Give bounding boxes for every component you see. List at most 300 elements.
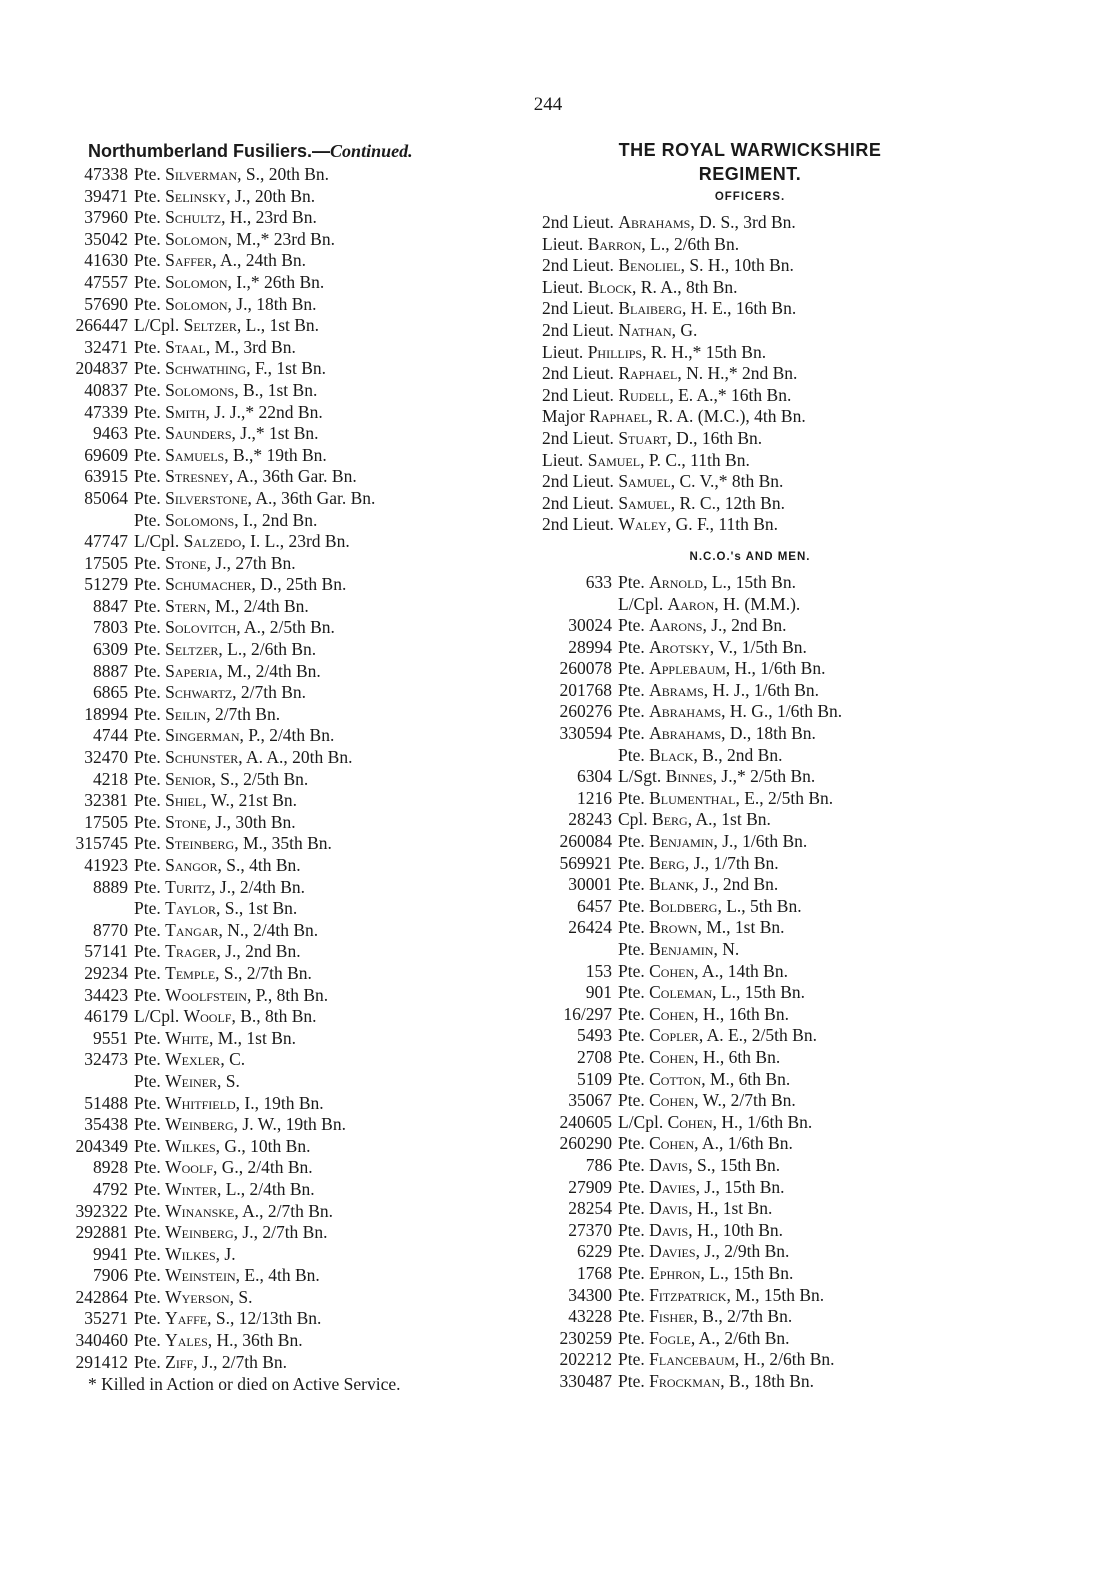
surname: Benoliel bbox=[618, 255, 681, 276]
roll-entry bbox=[530, 1177, 970, 1199]
rank: Pte. bbox=[134, 444, 161, 465]
entry-text bbox=[618, 853, 970, 875]
entry-details: , I., 19th Bn. bbox=[235, 1092, 324, 1113]
entry-text bbox=[134, 553, 520, 575]
rank: Lieut. bbox=[542, 341, 584, 362]
service-number: 46179 bbox=[84, 1006, 128, 1027]
entry-text bbox=[134, 941, 520, 963]
entry-details: , B., 2/7th Bn. bbox=[693, 1306, 793, 1327]
rank: Pte. bbox=[134, 725, 161, 746]
entry-details: , 2/7th Bn. bbox=[232, 682, 307, 703]
rank: Pte. bbox=[618, 1046, 645, 1067]
surname: Yaffe bbox=[165, 1308, 208, 1329]
service-number: 28243 bbox=[568, 809, 612, 830]
entry-text bbox=[618, 1177, 970, 1199]
service-number: 57690 bbox=[84, 293, 128, 314]
entry-text bbox=[618, 1198, 970, 1220]
service-number: 8889 bbox=[93, 876, 128, 897]
entry-details: , M., 2/4th Bn. bbox=[206, 595, 309, 616]
rank: Pte. bbox=[134, 1114, 161, 1135]
entry-text bbox=[134, 294, 520, 316]
entry-details: , E., 4th Bn. bbox=[235, 1265, 320, 1286]
roll-entry bbox=[40, 661, 520, 683]
entry-details: , E. A.,* 16th Bn. bbox=[669, 384, 792, 405]
entry-details: , L., 2/4th Bn. bbox=[216, 1178, 315, 1199]
surname: Davis bbox=[649, 1154, 689, 1175]
roll-entry bbox=[40, 445, 520, 467]
service-number: 4218 bbox=[93, 768, 128, 789]
surname: Whitfield bbox=[165, 1092, 236, 1113]
rank: Pte. bbox=[134, 487, 161, 508]
surname: Berg bbox=[652, 809, 688, 830]
surname: Aarons bbox=[649, 615, 703, 636]
service-number: 47747 bbox=[84, 531, 128, 552]
rank: Pte. bbox=[134, 595, 161, 616]
page-number: 244 bbox=[533, 94, 563, 115]
surname: Staal bbox=[165, 336, 206, 357]
service-number: 292881 bbox=[75, 1222, 128, 1243]
roll-entry bbox=[530, 1090, 970, 1112]
entry-text bbox=[134, 769, 520, 791]
rank: Pte. bbox=[618, 1284, 645, 1305]
entry-details: , W., 21st Bn. bbox=[202, 790, 298, 811]
entry-text bbox=[134, 661, 520, 683]
service-number: 1216 bbox=[577, 787, 612, 808]
surname: Abrams bbox=[649, 679, 704, 700]
surname: Cotton bbox=[649, 1068, 702, 1089]
surname: Silverstone bbox=[165, 487, 248, 508]
rank: Pte. bbox=[618, 658, 645, 679]
entry-details: , B.,* 19th Bn. bbox=[224, 444, 327, 465]
service-number: 4744 bbox=[93, 725, 128, 746]
rank: Pte. bbox=[134, 1243, 161, 1264]
roll-entry bbox=[40, 1265, 520, 1287]
rank: Pte. bbox=[618, 1025, 645, 1046]
rank: Pte. bbox=[618, 852, 645, 873]
service-number: 6309 bbox=[93, 639, 128, 660]
service-number: 7803 bbox=[93, 617, 128, 638]
surname: Trager bbox=[165, 941, 217, 962]
roll-entry bbox=[530, 680, 970, 702]
entry-details: , B., 1st Bn. bbox=[234, 379, 318, 400]
rank: L/Cpl. bbox=[618, 593, 664, 614]
surname: Schwartz bbox=[165, 682, 233, 703]
entry-text bbox=[618, 831, 970, 853]
service-number: 43228 bbox=[568, 1306, 612, 1327]
entry-text bbox=[618, 1155, 970, 1177]
roll-entry bbox=[530, 853, 970, 875]
entry-details: , J., 18th Bn. bbox=[227, 293, 317, 314]
entry-text bbox=[618, 1047, 970, 1069]
entry-details: , H., 1/6th Bn. bbox=[712, 1111, 813, 1132]
rank: Pte. bbox=[134, 811, 161, 832]
surname: Berg bbox=[649, 852, 685, 873]
rank: Pte. bbox=[618, 636, 645, 657]
entry-details: , S. bbox=[229, 1286, 253, 1307]
roll-entry bbox=[40, 877, 520, 899]
service-number: 28254 bbox=[568, 1198, 612, 1219]
entry-text bbox=[134, 164, 520, 186]
roll-entry bbox=[40, 963, 520, 985]
entry-details: , I. L., 23rd Bn. bbox=[241, 531, 350, 552]
roll-entry bbox=[40, 1157, 520, 1179]
entry-details: , R. C., 12th Bn. bbox=[670, 492, 785, 513]
entry-text bbox=[618, 701, 970, 723]
rank: 2nd Lieut. bbox=[542, 319, 614, 340]
rank: Pte. bbox=[134, 1178, 161, 1199]
roll-entry bbox=[40, 747, 520, 769]
entry-text bbox=[618, 1025, 970, 1047]
service-number: 242864 bbox=[75, 1286, 128, 1307]
rank: Pte. bbox=[134, 466, 161, 487]
section-heading-northumberland bbox=[88, 138, 520, 164]
roll-entry bbox=[530, 615, 970, 637]
rank: Pte. bbox=[618, 571, 645, 592]
entry-details: , H., 16th Bn. bbox=[694, 1003, 789, 1024]
service-number: 47338 bbox=[84, 164, 128, 184]
rank: Pte. bbox=[134, 790, 161, 811]
rank: Pte. bbox=[618, 917, 645, 938]
rank: Pte. bbox=[618, 723, 645, 744]
entry-details: , F., 1st Bn. bbox=[246, 358, 326, 379]
rank: Pte. bbox=[134, 703, 161, 724]
rank: Pte. bbox=[618, 1133, 645, 1154]
surname: Raphael bbox=[618, 363, 678, 384]
service-number: 9463 bbox=[93, 423, 128, 444]
surname: Temple bbox=[165, 962, 216, 983]
entry-details: , P., 2/4th Bn. bbox=[239, 725, 335, 746]
roll-entry bbox=[40, 682, 520, 704]
entry-details: , J., 2nd Bn. bbox=[702, 615, 787, 636]
service-number: 260084 bbox=[559, 831, 612, 852]
service-number: 7906 bbox=[93, 1265, 128, 1286]
roll-entry bbox=[530, 939, 970, 961]
service-number: 40837 bbox=[84, 379, 128, 400]
roll-entry bbox=[40, 466, 520, 488]
rank: Pte. bbox=[134, 682, 161, 703]
roll-entry bbox=[40, 596, 520, 618]
rank: Pte. bbox=[134, 833, 161, 854]
surname: Weiner bbox=[165, 1070, 217, 1091]
rank: L/Cpl. bbox=[134, 1006, 180, 1027]
entry-text bbox=[134, 985, 520, 1007]
surname: Cohen bbox=[649, 1133, 695, 1154]
service-number: 901 bbox=[585, 982, 612, 1003]
roll-entry bbox=[530, 1047, 970, 1069]
surname: Senior bbox=[165, 768, 212, 789]
surname: Samuel bbox=[587, 449, 641, 470]
roll-entry bbox=[40, 833, 520, 855]
entry-text bbox=[618, 680, 970, 702]
service-number: 6304 bbox=[577, 766, 612, 787]
entry-text bbox=[134, 531, 520, 553]
entry-details: , L., 5th Bn. bbox=[717, 895, 802, 916]
roll-entry bbox=[40, 1287, 520, 1309]
regiment-heading-line2: REGIMENT. bbox=[698, 164, 802, 184]
entry-details: , A., 1/6th Bn. bbox=[694, 1133, 793, 1154]
entry-details: , N. bbox=[713, 939, 740, 959]
entry-details: , A., 36th Gar. Bn. bbox=[228, 466, 357, 487]
rank: Pte. bbox=[134, 747, 161, 768]
officer-entry bbox=[530, 471, 970, 493]
roll-entry bbox=[40, 1093, 520, 1115]
rank: L/Sgt. bbox=[618, 766, 662, 787]
roll-entry bbox=[40, 1179, 520, 1201]
surname: Benjamin bbox=[649, 831, 714, 852]
roll-entry bbox=[40, 1114, 520, 1136]
surname: Schultz bbox=[165, 207, 222, 228]
surname: Stern bbox=[165, 595, 207, 616]
entry-text bbox=[134, 1049, 520, 1071]
rank: Pte. bbox=[134, 1027, 161, 1048]
entry-details: , D. S., 3rd Bn. bbox=[690, 212, 796, 232]
entry-details: , H. G., 1/6th Bn. bbox=[721, 701, 843, 722]
entry-text bbox=[618, 1328, 970, 1350]
surname: Benjamin bbox=[649, 939, 714, 959]
rank: Pte. bbox=[618, 874, 645, 895]
surname: Applebaum bbox=[649, 658, 726, 679]
service-number: 18994 bbox=[84, 703, 128, 724]
service-number: 35438 bbox=[84, 1114, 128, 1135]
roll-entry bbox=[40, 531, 520, 553]
roll-entry bbox=[530, 1133, 970, 1155]
entry-text bbox=[618, 723, 970, 745]
service-number: 32471 bbox=[84, 336, 128, 357]
service-number: 6229 bbox=[577, 1241, 612, 1262]
entry-text bbox=[134, 1222, 520, 1244]
entry-details: , M.,* 23rd Bn. bbox=[227, 228, 335, 249]
surname: Steinberg bbox=[165, 833, 235, 854]
service-number: 39471 bbox=[84, 185, 128, 206]
surname: Barron bbox=[587, 233, 642, 254]
surname: Cohen bbox=[649, 960, 695, 981]
entry-text bbox=[134, 1179, 520, 1201]
surname: Blaiberg bbox=[618, 298, 682, 319]
entry-details: , J. J.,* 22nd Bn. bbox=[205, 401, 323, 422]
surname: Copler bbox=[649, 1025, 699, 1046]
roll-entry bbox=[40, 725, 520, 747]
entry-details: , H. E., 16th Bn. bbox=[681, 298, 797, 319]
roll-entry bbox=[40, 164, 520, 186]
service-number: 1768 bbox=[577, 1262, 612, 1283]
rank: 2nd Lieut. bbox=[542, 492, 614, 513]
rank: Lieut. bbox=[542, 276, 584, 297]
heading-continued: Continued. bbox=[330, 141, 413, 161]
entry-text bbox=[618, 594, 970, 616]
surname: Blank bbox=[649, 874, 695, 895]
surname: Davis bbox=[649, 1219, 689, 1240]
service-number: 37960 bbox=[84, 207, 128, 228]
entry-text bbox=[618, 896, 970, 918]
entry-details: , S., 4th Bn. bbox=[217, 855, 301, 875]
surname: Stuart bbox=[618, 427, 668, 448]
entry-details: , I., 2nd Bn. bbox=[234, 509, 318, 530]
service-number: 17505 bbox=[84, 552, 128, 573]
rank: Pte. bbox=[618, 939, 645, 959]
entry-text bbox=[618, 1090, 970, 1112]
surname: Samuels bbox=[165, 444, 225, 465]
entry-text bbox=[618, 917, 970, 939]
roll-entry bbox=[40, 1352, 520, 1374]
entry-details: , J.,* 1st Bn. bbox=[231, 423, 319, 444]
entry-text bbox=[134, 1157, 520, 1179]
roll-entry bbox=[40, 229, 520, 251]
entry-text bbox=[134, 812, 520, 834]
rank: Pte. bbox=[134, 660, 161, 681]
rank: Pte. bbox=[134, 423, 161, 444]
entry-text bbox=[134, 725, 520, 747]
roll-entry bbox=[40, 1006, 520, 1028]
surname: Saunders bbox=[165, 423, 232, 444]
entry-details: , J., 2nd Bn. bbox=[694, 874, 779, 895]
entry-details: , H., 1st Bn. bbox=[688, 1198, 773, 1219]
service-number: 8928 bbox=[93, 1157, 128, 1178]
entry-text bbox=[134, 1287, 520, 1309]
entry-details: , M., 3rd Bn. bbox=[205, 336, 296, 357]
rank: 2nd Lieut. bbox=[542, 363, 614, 384]
surname: Saffer bbox=[165, 250, 213, 271]
roll-list bbox=[40, 164, 520, 1373]
roll-entry bbox=[40, 207, 520, 229]
entry-text bbox=[134, 1071, 520, 1093]
roll-entry bbox=[530, 831, 970, 853]
roll-entry bbox=[530, 1241, 970, 1263]
rank: Pte. bbox=[618, 1003, 645, 1024]
entry-text bbox=[618, 572, 970, 594]
rank: Pte. bbox=[618, 1370, 645, 1391]
service-number: 315745 bbox=[75, 833, 128, 854]
entry-text bbox=[134, 380, 520, 402]
entry-details: , M., 15th Bn. bbox=[726, 1284, 825, 1305]
entry-details: , D., 25th Bn. bbox=[251, 574, 347, 595]
roll-entry bbox=[40, 337, 520, 359]
rank: Pte. bbox=[618, 1327, 645, 1348]
entry-details: , J., 20th Bn. bbox=[226, 185, 316, 206]
surname: Cohen bbox=[649, 1090, 695, 1111]
roll-entry bbox=[40, 1222, 520, 1244]
service-number: 69609 bbox=[84, 444, 128, 465]
roll-entry bbox=[40, 790, 520, 812]
surname: Phillips bbox=[587, 341, 643, 362]
entry-text bbox=[618, 939, 970, 961]
service-number: 786 bbox=[585, 1154, 612, 1175]
heading-title: Northumberland Fusiliers.— bbox=[88, 141, 331, 161]
officer-entry bbox=[530, 298, 970, 320]
surname: Stresney bbox=[165, 466, 229, 487]
roll-entry bbox=[40, 553, 520, 575]
service-number: 569921 bbox=[559, 852, 612, 873]
roll-entry bbox=[40, 358, 520, 380]
entry-text bbox=[134, 617, 520, 639]
entry-details: , P. C., 11th Bn. bbox=[640, 449, 750, 470]
rank: Pte. bbox=[618, 1219, 645, 1240]
surname: Smith bbox=[165, 401, 206, 422]
entry-text bbox=[618, 1241, 970, 1263]
service-number: 30024 bbox=[568, 615, 612, 636]
roll-entry bbox=[40, 617, 520, 639]
roll-entry bbox=[40, 272, 520, 294]
rank: Pte. bbox=[134, 962, 161, 983]
entry-text bbox=[134, 747, 520, 769]
entry-text bbox=[618, 1004, 970, 1026]
entry-details: , C. V.,* 8th Bn. bbox=[670, 471, 784, 492]
roll-entry bbox=[530, 1198, 970, 1220]
service-number: 17505 bbox=[84, 811, 128, 832]
rank: Pte. bbox=[134, 1286, 161, 1307]
officer-entry bbox=[530, 234, 970, 256]
entry-details: , A., 2/6th Bn. bbox=[690, 1327, 790, 1348]
service-number: 392322 bbox=[75, 1200, 128, 1221]
rank: Pte. bbox=[134, 1351, 161, 1372]
rank: Pte. bbox=[618, 701, 645, 722]
entry-details: , R. A. (M.C.), 4th Bn. bbox=[648, 406, 806, 427]
entry-text bbox=[618, 1263, 970, 1285]
service-number: 85064 bbox=[84, 487, 128, 508]
service-number: 5493 bbox=[577, 1025, 612, 1046]
surname: Winter bbox=[165, 1178, 217, 1199]
surname: Weinstein bbox=[165, 1265, 236, 1286]
rank: Major bbox=[542, 406, 585, 427]
entry-details: , A., 14th Bn. bbox=[694, 960, 788, 981]
surname: Flancebaum bbox=[649, 1349, 735, 1370]
rank: Pte. bbox=[134, 164, 161, 184]
service-number: 51488 bbox=[84, 1092, 128, 1113]
entry-details: , J., 27th Bn. bbox=[206, 552, 296, 573]
entry-text bbox=[134, 229, 520, 251]
officer-entry bbox=[530, 320, 970, 342]
surname: Taylor bbox=[165, 898, 217, 919]
surname: Abrahams bbox=[649, 723, 722, 744]
rank: Pte. bbox=[618, 960, 645, 981]
entry-details: , R. A., 8th Bn. bbox=[632, 276, 738, 297]
entry-details: , N. H.,* 2nd Bn. bbox=[677, 363, 798, 384]
rank: Pte. bbox=[618, 615, 645, 636]
rank: Pte. bbox=[618, 787, 645, 808]
entry-text bbox=[618, 961, 970, 983]
entry-text bbox=[134, 207, 520, 229]
surname: Frockman bbox=[649, 1370, 721, 1391]
service-number: 34300 bbox=[568, 1284, 612, 1305]
entry-text bbox=[134, 186, 520, 208]
entry-details: , S., 2/7th Bn. bbox=[215, 962, 312, 983]
surname: Abrahams bbox=[618, 212, 691, 232]
rank: Pte. bbox=[618, 1068, 645, 1089]
entry-details: , J., 1/6th Bn. bbox=[713, 831, 808, 852]
service-number: 291412 bbox=[75, 1351, 128, 1372]
entry-details: , B., 18th Bn. bbox=[720, 1370, 815, 1391]
surname: Turitz bbox=[165, 876, 212, 897]
surname: Silverman bbox=[165, 164, 238, 184]
surname: Wilkes bbox=[165, 1135, 216, 1156]
entry-details: , J., 30th Bn. bbox=[206, 811, 296, 832]
roll-entry bbox=[40, 1071, 520, 1093]
surname: Arotsky bbox=[649, 636, 710, 657]
entry-details: , E., 2/5th Bn. bbox=[735, 787, 834, 808]
service-number: 330487 bbox=[559, 1370, 612, 1391]
regiment-heading-line1: THE ROYAL WARWICKSHIRE bbox=[618, 140, 882, 160]
entry-details: , J., 2/9th Bn. bbox=[695, 1241, 790, 1262]
entry-details: , M., 1st Bn. bbox=[697, 917, 785, 938]
entry-details: , N., 2/4th Bn. bbox=[218, 919, 319, 940]
service-number: 41923 bbox=[84, 855, 128, 875]
entry-text bbox=[618, 1285, 970, 1307]
entry-text bbox=[618, 1112, 970, 1134]
rank: Pte. bbox=[618, 1154, 645, 1175]
service-number: 4792 bbox=[93, 1178, 128, 1199]
service-number: 266447 bbox=[75, 315, 128, 336]
service-number: 340460 bbox=[75, 1330, 128, 1351]
entry-text bbox=[134, 877, 520, 899]
